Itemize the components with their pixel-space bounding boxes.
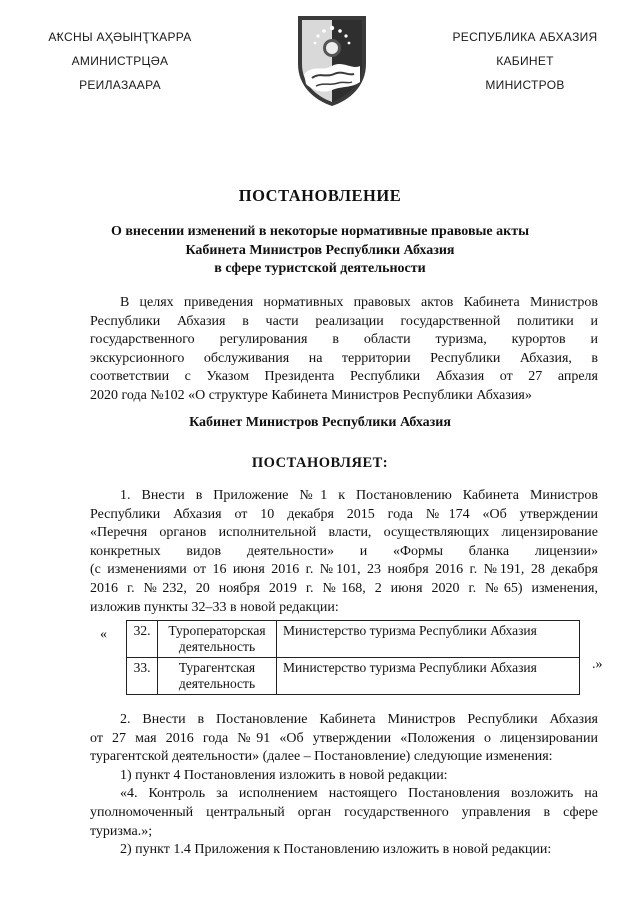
preamble-paragraph [90, 294, 598, 406]
item-1-line: 1. Внести в Приложение №1 к Постановлению Кабинета Министров [120, 488, 598, 503]
item-2-line: туризма.»; [90, 823, 153, 839]
table-row [127, 621, 580, 658]
preamble-line: государственного регулирования в области туризма, курортов и [90, 332, 598, 348]
header-left-line: АМИНИСТРЦӘА [71, 54, 169, 68]
coat-of-arms-emblem [294, 12, 370, 108]
item-2-line: «4. Контроль за исполнением настоящего Постановления возложить на [120, 786, 598, 802]
ministry-cell: Министерство туризма Республики Абхазия [277, 658, 580, 695]
cabinet-heading: Кабинет Министров Республики Абхазия [189, 415, 451, 430]
item-1-line: 2016 г. №232, 20 ноября 2019 г. №168, 2 июня 2020 г. №65) изменения, [90, 580, 598, 596]
subtitle-line: Кабинета Министров Республики Абхазия [185, 242, 455, 258]
item-1-line: изложив пункты 32–33 в новой редакции: [90, 599, 339, 615]
header-right-line: КАБИНЕТ [496, 54, 554, 68]
subtitle-line: в сфере туристской деятельности [214, 261, 426, 276]
table-close-quote: .» [592, 657, 603, 672]
license-table [126, 620, 580, 695]
document-title: ПОСТАНОВЛЕНИЕ [238, 186, 402, 205]
item-2-line: турагентской деятельности» (далее – Постановление) следующие изменения: [90, 749, 553, 765]
activity-type: Турагентская деятельность [158, 658, 277, 695]
item-2-line: уполномоченный центральный орган государственного управления в сфере [90, 804, 598, 820]
header-left-line: РЕИЛАЗААРА [79, 78, 161, 92]
decree-heading: ПОСТАНОВЛЯЕТ: [251, 455, 389, 471]
preamble-line: соответствии с Указом Президента Республики Абхазия от 27 апреля [90, 369, 598, 385]
item-2-paragraph [90, 711, 598, 860]
preamble-line: В целях приведения нормативных правовых актов Кабинета Министров [120, 295, 598, 310]
item-1-paragraph [90, 487, 598, 617]
item-2-line: 2) пункт 1.4 Приложения к Постановлению изложить в новой редакции: [120, 842, 552, 858]
ministry-cell: Министерство туризма Республики Абхазия [277, 621, 580, 658]
preamble-line: 2020 года №102 «О структуре Кабинета Министров Республики Абхазия» [90, 387, 532, 403]
document-subtitle [60, 223, 580, 279]
item-1-line: (с изменениями от 16 июня 2016 г. №101, 23 ноября 2016 г. №191, 28 декабря [90, 562, 598, 578]
item-1-line: Республики Абхазия от 10 декабря 2015 года №174 «Об утверждении [90, 506, 598, 522]
activity-type: Туроператорская деятельность [158, 621, 277, 658]
row-number: 33. [127, 658, 158, 695]
header-right-line: МИНИСТРОВ [485, 78, 565, 92]
preamble-line: экскурсионного обслуживания на территории Республики Абхазия, в [90, 350, 598, 366]
header-right-line: РЕСПУБЛИКА АБХАЗИЯ [452, 30, 598, 44]
table-open-quote: « [100, 627, 107, 642]
item-1-line: конкретных видов деятельности» и «Формы бланка лицензии» [90, 543, 598, 559]
item-2-line: 1) пункт 4 Постановления изложить в новой редакции: [120, 767, 448, 783]
header-right [440, 25, 610, 97]
header-left-line: АҞСНЫ АҲӘЫНҬҠАРРА [48, 30, 192, 44]
item-2-line: от 27 мая 2016 года №91 «Об утверждении «Положения о лицензировании [90, 730, 598, 746]
table-row [127, 658, 580, 695]
header-left [40, 25, 200, 97]
item-2-line: 2. Внести в Постановление Кабинета Министров Республики Абхазия [120, 712, 598, 727]
row-number: 32. [127, 621, 158, 658]
subtitle-line: О внесении изменений в некоторые нормативные правовые акты [110, 224, 530, 239]
item-1-line: «Перечня органов исполнительной власти, осуществляющих лицензирование [90, 525, 598, 541]
preamble-line: Республики Абхазия в части реализации государственной политики и [90, 313, 598, 329]
